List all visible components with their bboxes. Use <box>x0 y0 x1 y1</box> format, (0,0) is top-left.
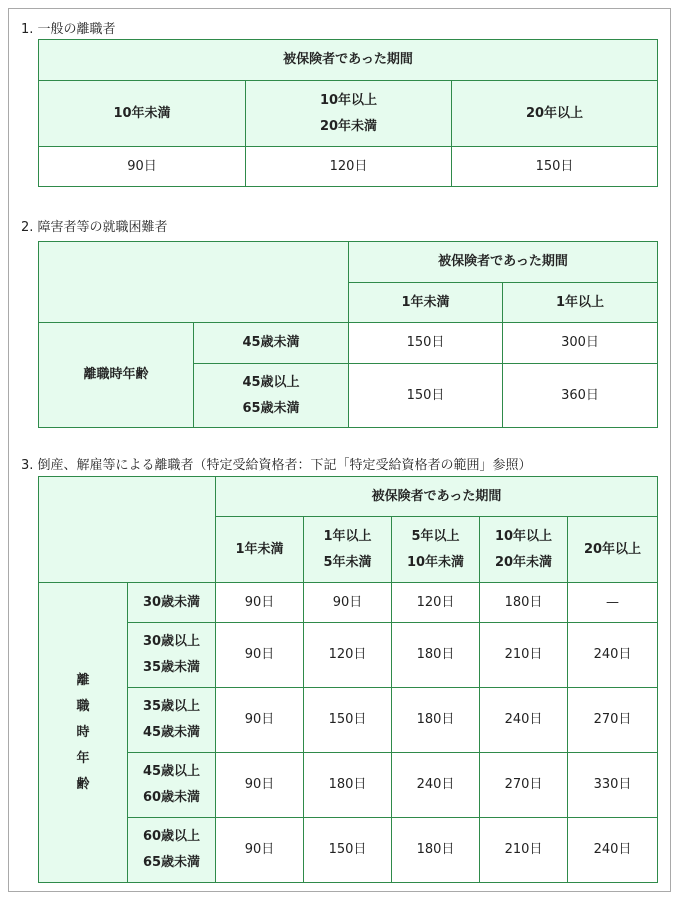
section3-value: 180日 <box>480 583 568 623</box>
section3-value: 240日 <box>568 818 658 883</box>
section3-value: 90日 <box>216 818 304 883</box>
section2-value: 150日 <box>349 364 503 428</box>
section3-value: 90日 <box>216 623 304 688</box>
section3-value: — <box>568 583 658 623</box>
section3-value: 180日 <box>392 818 480 883</box>
section3-table <box>38 476 658 883</box>
section3-value: 120日 <box>392 583 480 623</box>
section3-value: 180日 <box>392 688 480 753</box>
section1-value: 120日 <box>246 147 452 187</box>
section3-period-header: 被保険者であった期間 <box>216 477 658 517</box>
section1-period-header: 被保険者であった期間 <box>39 40 658 81</box>
section3-value: 270日 <box>480 753 568 818</box>
section3-age-label: 離 職 時 年 齢 <box>39 583 128 883</box>
section3-col-header: 1年以上 5年未満 <box>304 517 392 583</box>
section3-value: 90日 <box>216 583 304 623</box>
section1-col-header: 10年以上 20年未満 <box>246 81 452 147</box>
section3-value: 90日 <box>216 688 304 753</box>
section2-value: 360日 <box>503 364 658 428</box>
section2-value: 150日 <box>349 323 503 364</box>
section3-value: 90日 <box>216 753 304 818</box>
section1-col-header: 10年未満 <box>39 81 246 147</box>
section1-value: 150日 <box>452 147 658 187</box>
section3-age-cell: 30歳以上 35歳未満 <box>128 623 216 688</box>
section3-value: 150日 <box>304 818 392 883</box>
section2-table <box>38 241 658 428</box>
section2-age-label: 離職時年齢 <box>39 323 194 428</box>
section2-col-header: 1年未満 <box>349 283 503 323</box>
section2-col-header: 1年以上 <box>503 283 658 323</box>
section3-value: 180日 <box>304 753 392 818</box>
section3-heading: 3. 倒産、解雇等による離職者（特定受給資格者：下記「特定受給資格者の範囲」参照） <box>21 458 532 473</box>
section3-value: 210日 <box>480 818 568 883</box>
section3-age-cell: 45歳以上 60歳未満 <box>128 753 216 818</box>
section1-heading: 1. 一般の離職者 <box>21 22 116 37</box>
section3-value: 90日 <box>304 583 392 623</box>
section2-age-cell: 45歳未満 <box>194 323 349 364</box>
section3-value: 120日 <box>304 623 392 688</box>
section3-value: 330日 <box>568 753 658 818</box>
section3-age-cell: 35歳以上 45歳未満 <box>128 688 216 753</box>
section3-col-header: 20年以上 <box>568 517 658 583</box>
section3-age-cell: 30歳未満 <box>128 583 216 623</box>
section3-value: 150日 <box>304 688 392 753</box>
section3-value: 210日 <box>480 623 568 688</box>
section3-age-cell: 60歳以上 65歳未満 <box>128 818 216 883</box>
section2-corner-cell <box>39 242 349 323</box>
section3-value: 240日 <box>392 753 480 818</box>
section3-col-header: 5年以上 10年未満 <box>392 517 480 583</box>
section3-corner-cell <box>39 477 216 583</box>
section1-col-header: 20年以上 <box>452 81 658 147</box>
section3-value: 270日 <box>568 688 658 753</box>
section3-col-header: 1年未満 <box>216 517 304 583</box>
section2-heading: 2. 障害者等の就職困難者 <box>21 220 168 235</box>
section2-age-cell: 45歳以上 65歳未満 <box>194 364 349 428</box>
section3-value: 240日 <box>568 623 658 688</box>
section3-col-header: 10年以上 20年未満 <box>480 517 568 583</box>
section3-value: 180日 <box>392 623 480 688</box>
section2-value: 300日 <box>503 323 658 364</box>
section2-period-header: 被保険者であった期間 <box>349 242 658 283</box>
section1-value: 90日 <box>39 147 246 187</box>
section3-value: 240日 <box>480 688 568 753</box>
section1-table <box>38 39 658 187</box>
